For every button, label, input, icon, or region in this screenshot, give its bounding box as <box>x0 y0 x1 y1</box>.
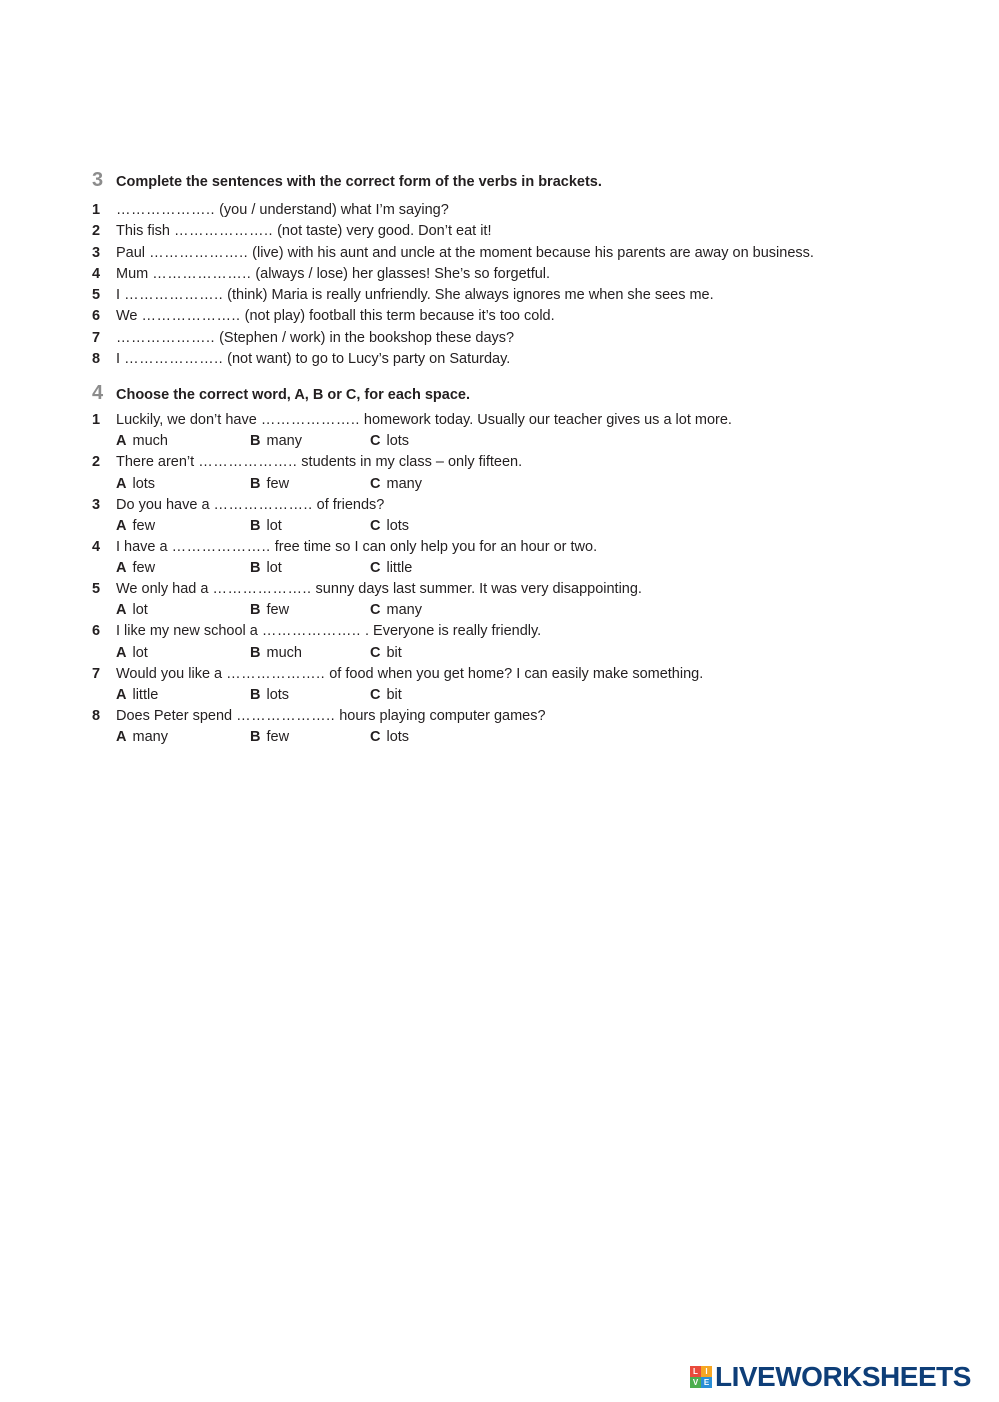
option-word: few <box>132 517 156 534</box>
question-number: 4 <box>92 265 101 282</box>
question-row <box>92 243 972 264</box>
option-word: few <box>132 560 156 577</box>
question-row <box>92 452 972 473</box>
option-letter: B <box>250 729 261 746</box>
answer-blank[interactable]: ……………….. <box>149 244 249 261</box>
exercise-3-list <box>92 200 972 370</box>
question-row <box>92 410 972 431</box>
question-row <box>92 328 972 349</box>
option-word: lots <box>266 687 290 704</box>
option-letter: B <box>250 644 261 661</box>
option-letter: A <box>116 729 127 746</box>
option-word: many <box>386 475 422 492</box>
logo-mark-icon <box>690 1366 712 1388</box>
answer-options <box>92 643 972 664</box>
option-c[interactable] <box>370 643 402 664</box>
question-row <box>92 495 972 516</box>
text-before-blank: I like my new school a <box>116 623 262 640</box>
question-number: 2 <box>92 223 101 240</box>
question-number: 8 <box>92 351 101 368</box>
answer-blank[interactable]: ……………….. <box>116 329 216 346</box>
text-after-blank: sunny days last summer. It was very disappointing. <box>311 581 642 598</box>
option-b[interactable] <box>250 474 289 495</box>
text-before-blank: We <box>116 308 142 325</box>
option-c[interactable] <box>370 431 409 452</box>
answer-options <box>92 431 972 452</box>
option-word: lot <box>266 517 282 534</box>
answer-blank[interactable]: ……………….. <box>212 581 312 598</box>
question-text <box>116 328 514 349</box>
option-a[interactable] <box>116 727 168 748</box>
answer-blank[interactable]: ……………….. <box>152 265 252 282</box>
text-after-blank: of food when you get home? I can easily make something. <box>325 665 704 682</box>
question-row <box>92 264 972 285</box>
text-after-blank: hours playing computer games? <box>335 708 546 725</box>
option-letter: C <box>370 475 381 492</box>
text-before-blank: Does Peter spend <box>116 708 237 725</box>
answer-blank[interactable]: ……………….. <box>226 665 326 682</box>
text-before-blank: Paul <box>116 244 150 261</box>
option-word: lot <box>132 644 148 661</box>
answer-options <box>92 685 972 706</box>
exercise-number: 4 <box>92 382 104 404</box>
option-c[interactable] <box>370 685 402 706</box>
option-c[interactable] <box>370 727 409 748</box>
question-number: 6 <box>92 308 101 325</box>
option-a[interactable] <box>116 643 148 664</box>
question-text <box>116 452 522 473</box>
question-text <box>116 579 642 600</box>
option-letter: A <box>116 517 127 534</box>
option-letter: C <box>370 517 381 534</box>
option-letter: A <box>116 687 127 704</box>
option-c[interactable] <box>370 558 412 579</box>
option-letter: C <box>370 644 381 661</box>
answer-blank[interactable]: ……………….. <box>124 351 224 368</box>
option-b[interactable] <box>250 516 282 537</box>
option-letter: C <box>370 433 381 450</box>
answer-blank[interactable]: ……………….. <box>124 287 224 304</box>
question-number: 5 <box>92 287 101 304</box>
option-letter: A <box>116 644 127 661</box>
answer-options <box>92 558 972 579</box>
option-word: little <box>386 560 413 577</box>
answer-blank[interactable]: ……………….. <box>141 308 241 325</box>
logo-mark-tile: L <box>690 1366 701 1377</box>
question-number: 1 <box>92 202 101 218</box>
question-text <box>116 221 492 242</box>
option-word: lots <box>386 517 410 534</box>
option-c[interactable] <box>370 600 422 621</box>
question-number: 6 <box>92 623 101 640</box>
option-word: lot <box>132 602 148 619</box>
question-number: 8 <box>92 708 101 725</box>
answer-blank[interactable]: ……………….. <box>198 454 298 471</box>
question-row <box>92 621 972 642</box>
text-after-blank: (always / lose) her glasses! She’s so forgetful. <box>251 265 551 282</box>
exercise-3-header <box>92 168 972 194</box>
question-text <box>116 243 814 264</box>
option-b[interactable] <box>250 727 289 748</box>
option-a[interactable] <box>116 558 155 579</box>
text-after-blank: homework today. Usually our teacher gives us a lot more. <box>359 412 732 428</box>
text-after-blank: (live) with his aunt and uncle at the moment because his parents are away on business. <box>248 244 814 261</box>
exercise-4-header <box>92 381 972 407</box>
question-row <box>92 579 972 600</box>
question-text <box>116 264 550 285</box>
option-letter: B <box>250 687 261 704</box>
option-letter: A <box>116 560 127 577</box>
answer-blank[interactable]: ……………….. <box>213 496 313 513</box>
question-row <box>92 537 972 558</box>
option-word: lots <box>132 475 156 492</box>
answer-blank[interactable]: ……………….. <box>174 223 274 240</box>
option-word: lot <box>266 560 282 577</box>
option-word: many <box>266 433 302 450</box>
question-number: 2 <box>92 454 101 471</box>
exercise-number: 3 <box>92 169 104 191</box>
option-b[interactable] <box>250 685 289 706</box>
question-number: 3 <box>92 496 101 513</box>
exercise-4 <box>92 381 972 748</box>
answer-options <box>92 516 972 537</box>
text-after-blank: (Stephen / work) in the bookshop these days? <box>215 329 515 346</box>
question-text <box>116 349 510 370</box>
question-text <box>116 537 597 558</box>
option-word: much <box>132 433 168 450</box>
option-word: few <box>266 475 290 492</box>
exercise-4-list <box>92 410 972 748</box>
option-letter: C <box>370 729 381 746</box>
question-number: 7 <box>92 665 101 682</box>
option-letter: C <box>370 560 381 577</box>
text-before-blank: I have a <box>116 538 172 555</box>
logo-text: LIVEWORKSHEETS <box>715 1361 971 1392</box>
text-before-blank: This fish <box>116 223 175 240</box>
text-before-blank: I <box>116 287 125 304</box>
text-after-blank: . Everyone is really friendly. <box>360 623 542 640</box>
answer-options <box>92 600 972 621</box>
text-before-blank: Do you have a <box>116 496 214 513</box>
option-c[interactable] <box>370 474 422 495</box>
text-before-blank: Luckily, we don’t have <box>116 412 261 428</box>
answer-blank[interactable]: ……………….. <box>261 623 361 640</box>
option-b[interactable] <box>250 600 289 621</box>
question-text <box>116 664 703 685</box>
option-b[interactable] <box>250 558 282 579</box>
option-letter: A <box>116 433 127 450</box>
logo-mark-tile: V <box>690 1377 701 1388</box>
option-letter: B <box>250 560 261 577</box>
text-after-blank: (not want) to go to Lucy’s party on Saturday. <box>223 351 511 368</box>
option-letter: C <box>370 602 381 619</box>
option-word: few <box>266 602 290 619</box>
text-after-blank: free time so I can only help you for an hour or two. <box>270 538 598 555</box>
option-a[interactable] <box>116 600 148 621</box>
question-row <box>92 285 972 306</box>
liveworksheets-logo <box>690 1362 971 1392</box>
option-word: bit <box>386 644 402 661</box>
answer-blank[interactable]: ……………….. <box>236 708 336 725</box>
question-text <box>116 306 555 327</box>
option-letter: B <box>250 433 261 450</box>
option-word: bit <box>386 687 402 704</box>
option-a[interactable] <box>116 685 158 706</box>
option-word: many <box>132 729 168 746</box>
option-word: lots <box>386 433 410 450</box>
question-text <box>116 200 449 221</box>
option-letter: B <box>250 517 261 534</box>
text-before-blank: I <box>116 351 125 368</box>
text-after-blank: (not taste) very good. Don’t eat it! <box>273 223 492 240</box>
text-after-blank: students in my class – only fifteen. <box>297 454 523 471</box>
option-b[interactable] <box>250 643 302 664</box>
text-after-blank: (you / understand) what I’m saying? <box>215 202 449 218</box>
option-letter: B <box>250 475 261 492</box>
question-row <box>92 200 972 221</box>
text-after-blank: (think) Maria is really unfriendly. She always ignores me when she sees me. <box>223 287 714 304</box>
text-before-blank: There aren’t <box>116 454 199 471</box>
logo-mark-tile: E <box>701 1377 712 1388</box>
question-number: 1 <box>92 412 101 428</box>
question-number: 4 <box>92 538 101 555</box>
option-b[interactable] <box>250 431 302 452</box>
option-a[interactable] <box>116 431 168 452</box>
option-word: little <box>132 687 159 704</box>
text-before-blank: We only had a <box>116 581 213 598</box>
question-row <box>92 306 972 327</box>
text-after-blank: (not play) football this term because it’s too cold. <box>240 308 555 325</box>
question-row <box>92 221 972 242</box>
question-number: 7 <box>92 329 101 346</box>
text-before-blank: Mum <box>116 265 153 282</box>
question-text <box>116 621 541 642</box>
option-c[interactable] <box>370 516 409 537</box>
option-word: few <box>266 729 290 746</box>
exercise-3 <box>92 168 972 370</box>
question-row <box>92 349 972 370</box>
question-row <box>92 706 972 727</box>
question-row <box>92 664 972 685</box>
text-before-blank: Would you like a <box>116 665 227 682</box>
question-text <box>116 495 384 516</box>
logo-mark-tile: I <box>701 1366 712 1377</box>
question-number: 3 <box>92 244 101 261</box>
text-after-blank: of friends? <box>312 496 385 513</box>
question-number: 5 <box>92 581 101 598</box>
option-letter: A <box>116 475 127 492</box>
question-text <box>116 706 546 727</box>
answer-blank[interactable]: ……………….. <box>171 538 271 555</box>
option-a[interactable] <box>116 516 155 537</box>
option-word: lots <box>386 729 410 746</box>
option-letter: A <box>116 602 127 619</box>
exercise-instruction: Complete the sentences with the correct form of the verbs in brackets. <box>116 174 602 190</box>
answer-blank[interactable]: ……………….. <box>260 412 360 428</box>
option-word: much <box>266 644 302 661</box>
exercise-instruction: Choose the correct word, A, B or C, for each space. <box>116 387 470 403</box>
option-letter: B <box>250 602 261 619</box>
answer-blank[interactable]: ……………….. <box>116 202 216 218</box>
question-text <box>116 285 714 306</box>
answer-options <box>92 727 972 748</box>
option-letter: C <box>370 687 381 704</box>
option-word: many <box>386 602 422 619</box>
option-a[interactable] <box>116 474 155 495</box>
answer-options <box>92 474 972 495</box>
question-text <box>116 410 732 431</box>
